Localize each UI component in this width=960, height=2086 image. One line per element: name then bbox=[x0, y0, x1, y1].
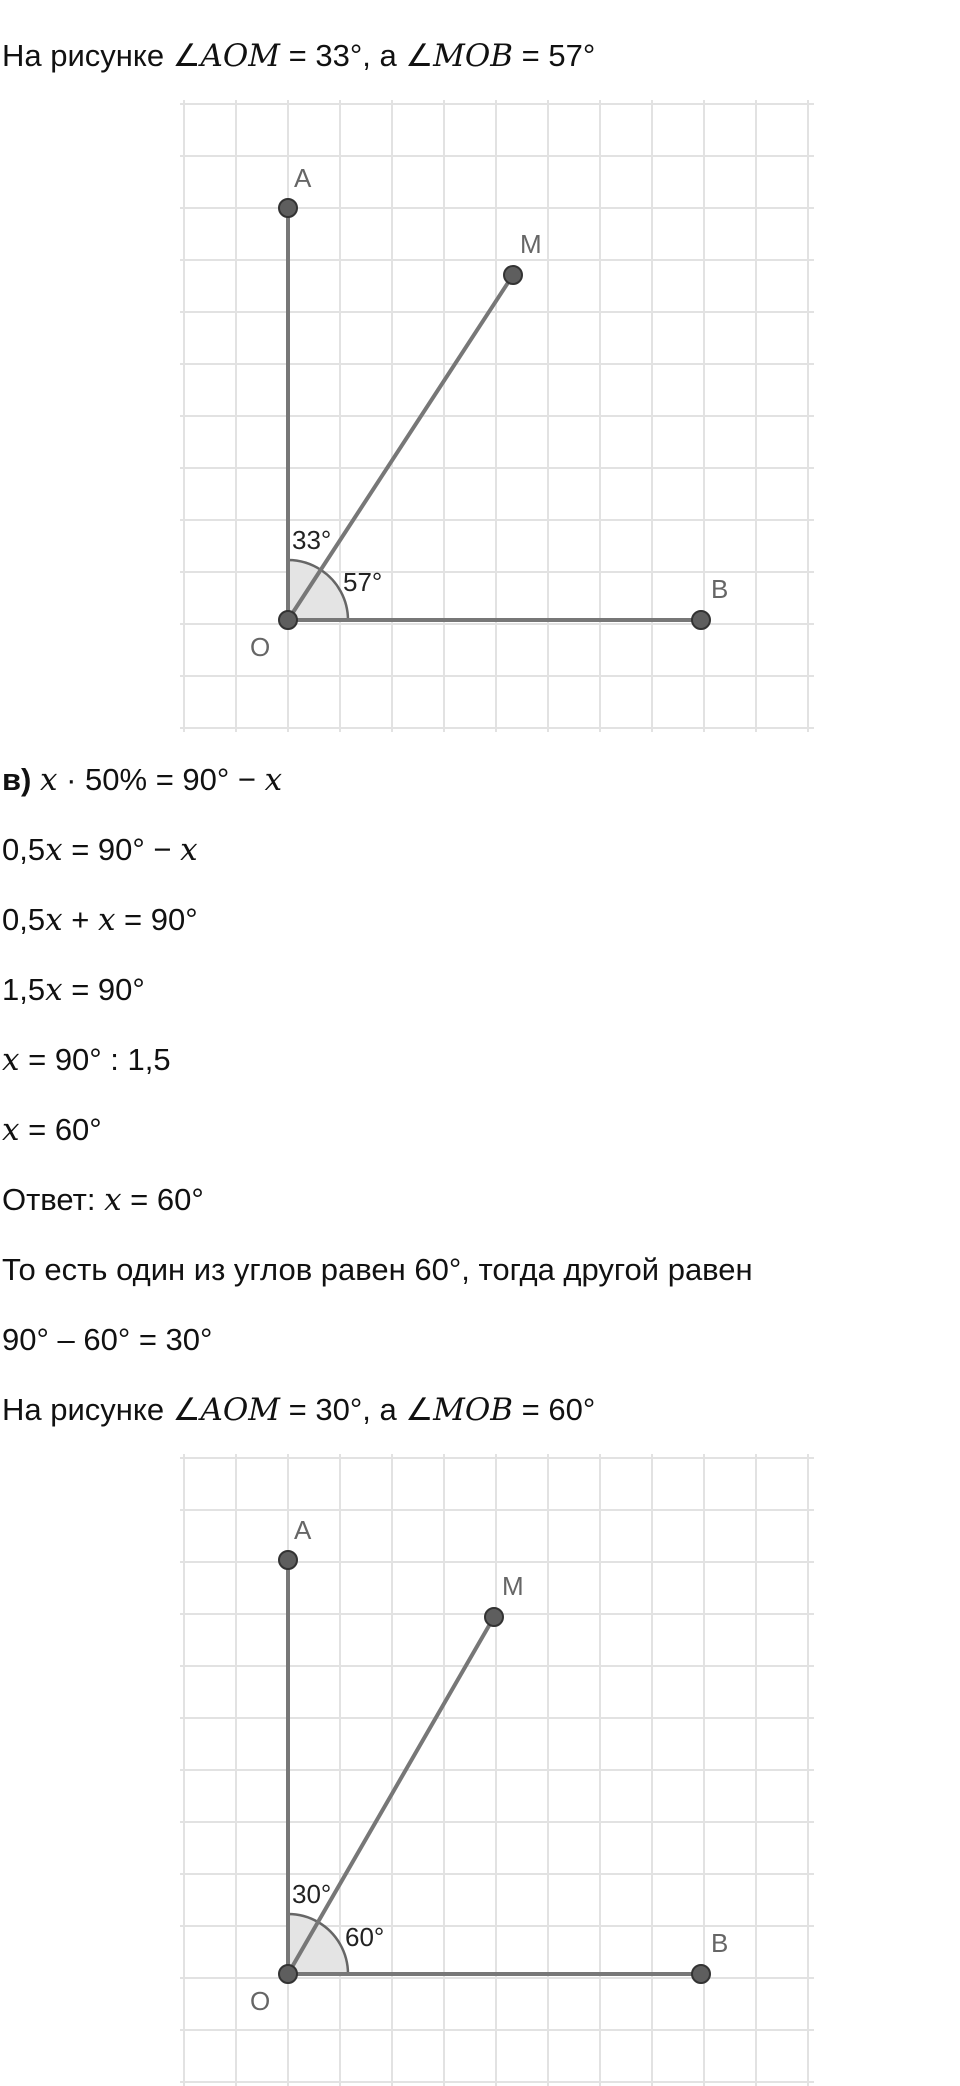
equation-text: = 60° bbox=[19, 1112, 102, 1147]
var-x: x bbox=[2, 1112, 20, 1148]
point-a bbox=[279, 199, 297, 217]
step-3 bbox=[2, 970, 145, 1010]
difference-equation: 90° – 60° = 30° bbox=[2, 1322, 213, 1357]
equation-text: = 90° bbox=[115, 902, 198, 937]
label-o: O bbox=[250, 1986, 271, 2016]
var-x: x bbox=[40, 762, 58, 798]
var-x: x bbox=[45, 832, 63, 868]
step-1 bbox=[2, 830, 198, 870]
intro-prefix: На рисунке ∠ bbox=[2, 1392, 201, 1427]
intro-prefix: На рисунке ∠ bbox=[2, 38, 201, 73]
angle-label-mob: 60° bbox=[345, 1922, 385, 1952]
equation-text: = 90° − bbox=[62, 832, 181, 867]
equation-text: 0,5 bbox=[2, 832, 46, 867]
step-5 bbox=[2, 1110, 102, 1150]
equation-text: · 50% = 90° − bbox=[57, 762, 265, 797]
label-a: A bbox=[294, 1515, 312, 1545]
intro-line-1 bbox=[2, 36, 595, 76]
angle-label-aom: 33° bbox=[292, 525, 332, 555]
point-a bbox=[279, 1551, 297, 1569]
answer-line bbox=[2, 1180, 204, 1220]
angle-label-mob: 57° bbox=[343, 567, 383, 597]
intro-mid: = 33°, а ∠ bbox=[280, 38, 434, 73]
var-x: x bbox=[45, 902, 63, 938]
equation-text: = 60° bbox=[121, 1182, 204, 1217]
intro-mid: = 30°, а ∠ bbox=[280, 1392, 434, 1427]
explanation-text: То есть один из углов равен 60°, тогда другой равен bbox=[2, 1252, 753, 1287]
equation-text: 0,5 bbox=[2, 902, 46, 937]
equation-text: + bbox=[62, 902, 98, 937]
part-label: в) bbox=[2, 762, 32, 797]
grid bbox=[180, 100, 814, 732]
equation-text: 1,5 bbox=[2, 972, 46, 1007]
part-v-equation bbox=[2, 760, 282, 800]
angle-label-aom: 30° bbox=[292, 1879, 332, 1909]
intro-suffix: = 60° bbox=[513, 1392, 596, 1427]
geometry-figure-1 bbox=[180, 100, 814, 732]
var-x: x bbox=[264, 762, 283, 798]
geometry-figure-2 bbox=[180, 1454, 814, 2086]
answer-label: Ответ: bbox=[2, 1182, 105, 1217]
point-m bbox=[504, 266, 522, 284]
label-o: O bbox=[250, 632, 271, 662]
label-b: B bbox=[711, 1928, 729, 1958]
var-x: x bbox=[97, 902, 116, 938]
var-x: x bbox=[104, 1182, 122, 1218]
label-m: M bbox=[520, 229, 542, 259]
var-x: x bbox=[45, 972, 63, 1008]
angle-aom-name: AOM bbox=[200, 38, 281, 74]
point-o bbox=[279, 611, 297, 629]
angle-mob-name: MOB bbox=[433, 1392, 514, 1428]
label-m: M bbox=[502, 1571, 524, 1601]
var-x: x bbox=[2, 1042, 20, 1078]
grid bbox=[180, 1454, 814, 2086]
var-x: x bbox=[180, 832, 198, 868]
angle-aom-name: AOM bbox=[200, 1392, 281, 1428]
angle-mob-name: MOB bbox=[433, 38, 514, 74]
point-b bbox=[692, 611, 710, 629]
point-m bbox=[485, 1608, 503, 1626]
intro-line-2 bbox=[2, 1390, 595, 1430]
intro-suffix: = 57° bbox=[513, 38, 596, 73]
step-4 bbox=[2, 1040, 171, 1080]
label-b: B bbox=[711, 574, 729, 604]
label-a: A bbox=[294, 163, 312, 193]
point-o bbox=[279, 1965, 297, 1983]
equation-text: = 90° bbox=[62, 972, 145, 1007]
ray-om bbox=[288, 275, 513, 620]
step-2 bbox=[2, 900, 198, 940]
equation-text: = 90° : 1,5 bbox=[19, 1042, 171, 1077]
point-b bbox=[692, 1965, 710, 1983]
